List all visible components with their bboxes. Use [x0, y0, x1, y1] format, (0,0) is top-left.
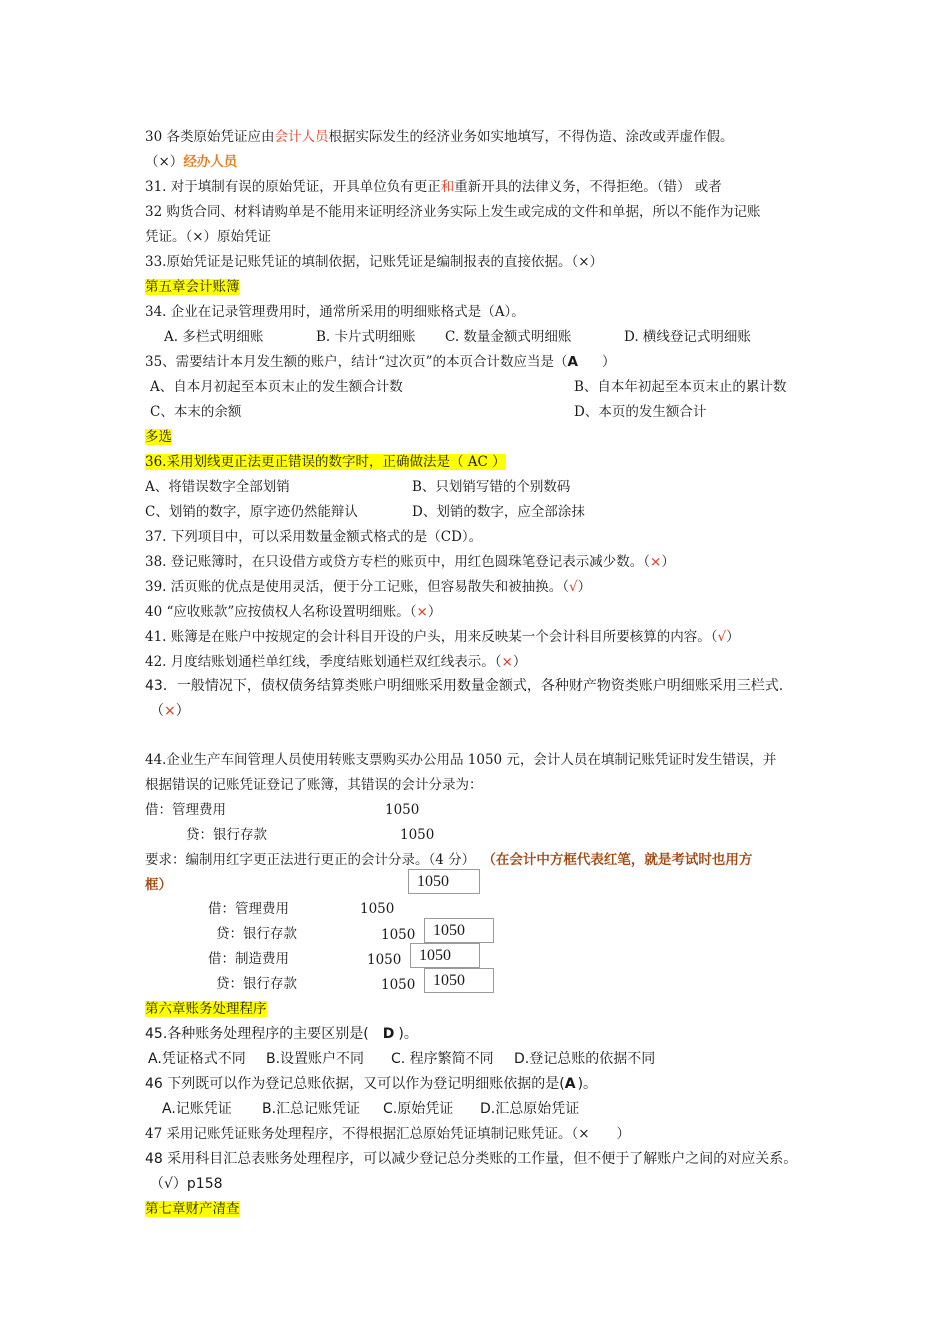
q45-option-d: D.登记总账的依据不同 — [514, 1051, 656, 1067]
question-47: 47 采用记账凭证账务处理程序，不得根据汇总原始凭证填制记账凭证。（× ） — [145, 1126, 631, 1142]
q44-note: （在会计中方框代表红笔，就是考试时也用方 — [489, 852, 753, 868]
q43-open: （ — [150, 703, 164, 719]
question-31 — [145, 177, 722, 197]
q39-close: ） — [577, 579, 592, 595]
question-45 — [145, 1024, 418, 1044]
question-48-line1: 48 采用科目汇总表账务处理程序，可以减少登记总分类账的工作量，但不便于了解账户之间的对应关系。 — [145, 1151, 798, 1167]
q44-wrong-credit-amount: 1050 — [400, 827, 435, 843]
q30-highlight-term: 会计人员 — [274, 129, 329, 145]
question-43-line1: 43．一般情况下，债权债务结算类账户明细账采用数量金额式，各种财产物资类账户明细账采用三栏式. — [145, 678, 784, 694]
q40-cross-mark: × — [416, 604, 428, 620]
q46-close: )。 — [577, 1076, 598, 1092]
q44-requirement-text: 要求：编制用红字更正法进行更正的会计分录。（4 分） — [145, 852, 476, 868]
question-33: 33.原始凭证是记账凭证的填制依据，记账凭证是编制报表的直接依据。（×） — [145, 254, 604, 270]
q46-option-d: D.汇总原始凭证 — [480, 1101, 580, 1117]
q36-option-d: D、划销的数字，应全部涂抹 — [412, 504, 585, 520]
q40-text: 40 “应收账款”应按债权人名称设置明细账。（ — [145, 604, 417, 620]
q44-wrong-credit-label: 贷：银行存款 — [186, 827, 267, 843]
question-40 — [145, 602, 441, 622]
question-37: 37. 下列项目中，可以采用数量金额式格式的是（CD）。 — [145, 529, 483, 545]
q45-answer: D — [382, 1026, 395, 1042]
q44-note-end: 框） — [145, 877, 172, 893]
q35-option-d: D、本页的发生额合计 — [574, 404, 707, 420]
q38-cross-mark: × — [650, 554, 662, 570]
question-42 — [145, 652, 526, 672]
q44-entry1-amount: 1050 — [360, 901, 395, 917]
q44-wrong-debit-amount: 1050 — [385, 802, 420, 818]
q35-close: ） — [601, 354, 616, 370]
q30-text-a: 30 各类原始凭证应由 — [145, 129, 275, 145]
q46-option-b: B.汇总记账凭证 — [262, 1101, 361, 1117]
q45-stem: 45.各种账务处理程序的主要区别是( — [145, 1026, 369, 1042]
question-46 — [145, 1074, 597, 1094]
q42-close: ） — [512, 654, 527, 670]
q36-option-c: C、划销的数字，原字迹仍然能辩认 — [145, 504, 358, 520]
q35-option-a: A、自本月初起至本页末止的发生额合计数 — [150, 379, 403, 395]
multi-select-heading — [145, 427, 172, 447]
chapter-6-heading — [145, 999, 267, 1019]
question-44-line2: 根据错误的记账凭证登记了账簿，其错误的会计分录为： — [145, 777, 483, 793]
q35-stem: 35、需要结计本月发生额的账户，结计“过次页”的本页合计数应当是（ — [145, 354, 568, 370]
q34-option-b: B. 卡片式明细账 — [316, 329, 416, 345]
q45-option-b: B.设置账户不同 — [266, 1051, 365, 1067]
question-35 — [145, 352, 615, 372]
q36-option-b: B、只划销写错的个别数码 — [412, 479, 571, 495]
q40-close: ） — [427, 604, 442, 620]
q30-text-c: 根据实际发生的经济业务如实地填写，不得伪造、涂改或弄虚作假。 — [328, 129, 734, 145]
red-ink-box-3: 1050 — [410, 943, 480, 968]
question-48-line2: （√）p158 — [150, 1176, 223, 1192]
q34-option-a: A. 多栏式明细账 — [164, 329, 264, 345]
q35-option-b: B、自本年初起至本页末止的累计数 — [574, 379, 787, 395]
q45-close: )。 — [398, 1026, 418, 1042]
q39-text: 39. 活页账的优点是使用灵活，便于分工记账，但容易散失和被抽换。（ — [145, 579, 570, 595]
q44-entry1-label: 借：管理费用 — [208, 901, 289, 917]
q35-answer: A — [567, 354, 578, 370]
q46-answer: A — [564, 1076, 576, 1092]
chapter-5-heading — [145, 277, 240, 297]
q36-option-a: A、将错误数字全部划销 — [145, 479, 290, 495]
q38-text: 38. 登记账簿时，在只设借方或贷方专栏的账页中，用红色圆珠笔登记表示减少数。（ — [145, 554, 651, 570]
question-30 — [145, 127, 733, 147]
q43-close: ） — [175, 703, 190, 719]
q30-correction: 经办人员 — [183, 154, 238, 170]
q44-entry2-amount: 1050 — [381, 927, 416, 943]
q41-text: 41. 账簿是在账户中按规定的会计科目开设的户头，用来反映某一个会计科目所要核算的内容。（ — [145, 629, 718, 645]
question-44-line1: 44.企业生产车间管理人员使用转账支票购买办公用品 1050 元，会计人员在填制记账凭证时发生错误，并 — [145, 752, 777, 768]
q44-note-line2 — [145, 875, 172, 895]
red-ink-box-2: 1050 — [424, 918, 494, 943]
q31-text-a: 31. 对于填制有误的原始凭证，开具单位负有更正 — [145, 179, 441, 195]
question-32-line2: 凭证。（×）原始凭证 — [145, 229, 272, 245]
q46-option-a: A.记账凭证 — [162, 1101, 232, 1117]
q41-check-mark: √ — [717, 629, 727, 645]
q42-cross-mark: × — [501, 654, 513, 670]
q35-option-c: C、本末的余额 — [150, 404, 242, 420]
question-41 — [145, 627, 740, 647]
q31-red-word: 和 — [440, 179, 455, 195]
q31-text-c: 重新开具的法律义务，不得拒绝。（错） 或者 — [454, 179, 722, 195]
question-36 — [145, 452, 506, 472]
red-ink-box-1: 1050 — [408, 869, 480, 894]
q44-entry3-label: 借：制造费用 — [208, 951, 289, 967]
q45-option-a: A.凭证格式不同 — [148, 1051, 246, 1067]
q44-wrong-debit-label: 借：管理费用 — [145, 802, 226, 818]
q44-entry3-amount: 1050 — [367, 952, 402, 968]
q46-stem: 46 下列既可以作为登记总账依据，又可以作为登记明细账依据的是( — [145, 1076, 565, 1092]
question-43-line2 — [150, 701, 190, 721]
question-39 — [145, 577, 591, 597]
multi-select-label: 多选 — [145, 429, 172, 445]
q44-requirement — [145, 850, 752, 870]
q34-option-c: C. 数量金额式明细账 — [445, 329, 572, 345]
q45-option-c: C. 程序繁简不同 — [391, 1051, 494, 1067]
q38-close: ） — [661, 554, 675, 570]
q44-entry4-amount: 1050 — [381, 977, 416, 993]
q34-option-d: D. 横线登记式明细账 — [624, 329, 751, 345]
chapter-6-title: 第六章账务处理程序 — [145, 1001, 267, 1017]
q44-entry4-label: 贷：银行存款 — [216, 976, 297, 992]
chapter-7-heading — [145, 1199, 240, 1219]
red-ink-box-4: 1050 — [424, 968, 494, 993]
question-32-line1: 32 购货合同、材料请购单是不能用来证明经济业务实际上发生或完成的文件和单据，所以不能作为记账 — [145, 204, 761, 220]
q42-text: 42. 月度结账划通栏单红线，季度结账划通栏双红线表示。（ — [145, 654, 502, 670]
question-34: 34. 企业在记录管理费用时，通常所采用的明细账格式是（A）。 — [145, 304, 525, 320]
chapter-5-title: 第五章会计账簿 — [145, 279, 240, 295]
q36-stem: 36.采用划线更正法更正错误的数字时，正确做法是（ AC ） — [145, 454, 506, 470]
q44-entry2-label: 贷：银行存款 — [216, 926, 297, 942]
q39-check-mark: √ — [569, 579, 578, 595]
q41-close: ） — [726, 629, 740, 645]
q46-option-c: C.原始凭证 — [383, 1101, 454, 1117]
question-30-answer — [145, 152, 237, 172]
chapter-7-title: 第七章财产清查 — [145, 1201, 240, 1217]
q43-cross-mark: × — [164, 703, 176, 719]
question-38 — [145, 552, 675, 572]
q30-mark: （×） — [145, 154, 184, 170]
